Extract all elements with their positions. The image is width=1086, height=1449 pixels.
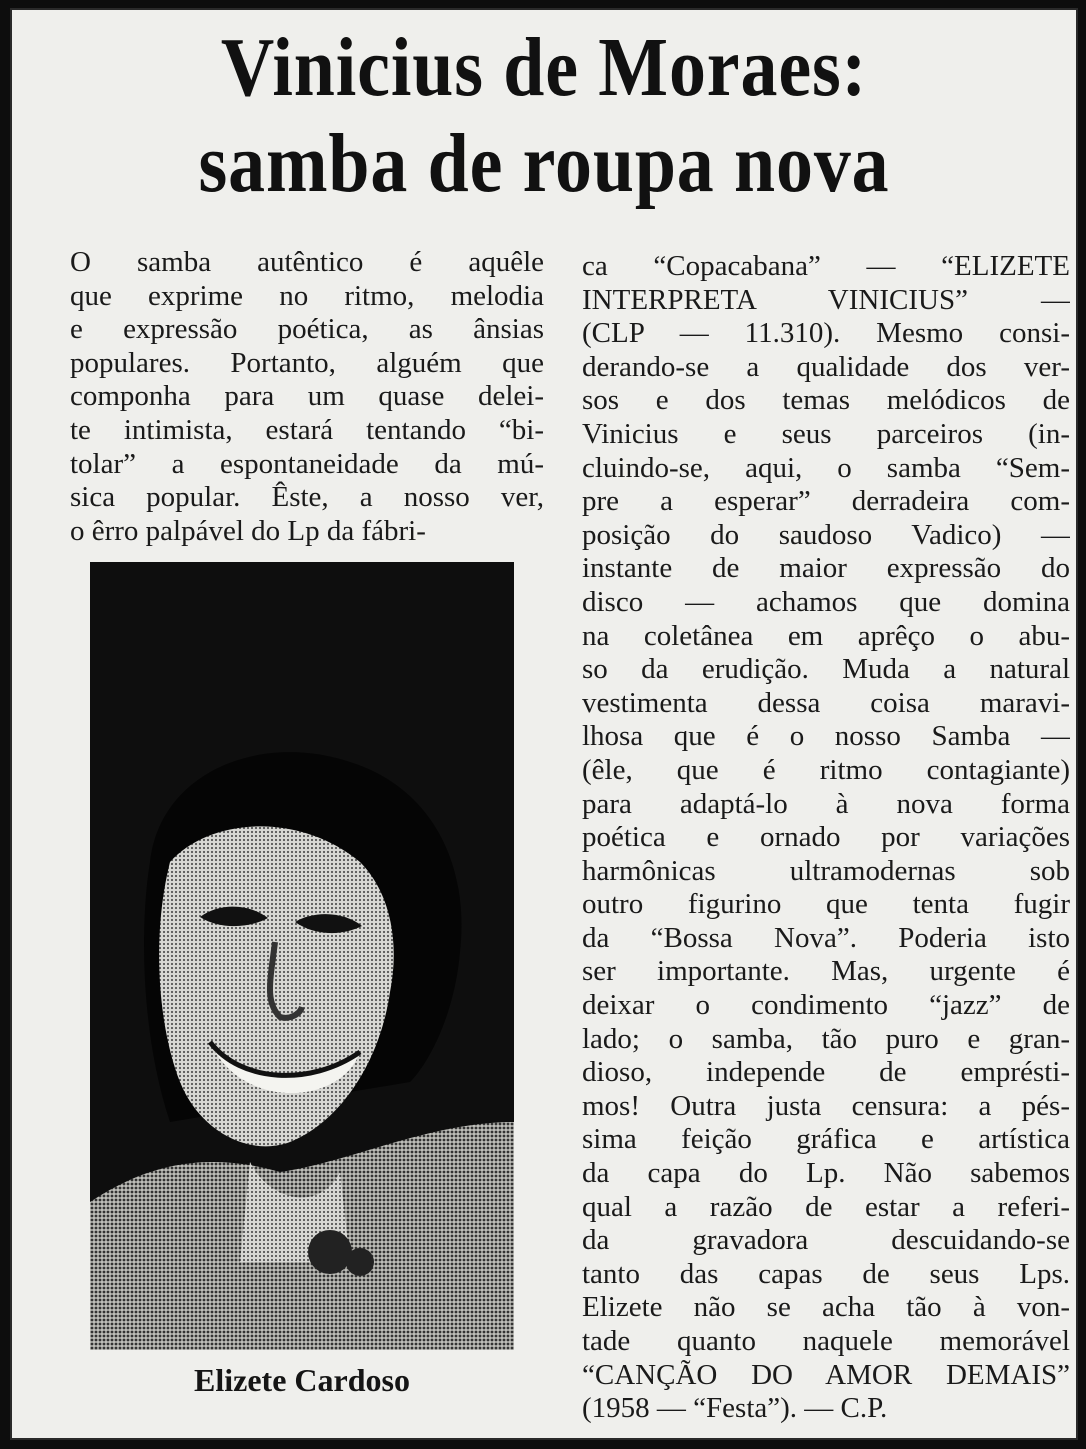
article-line: lhosa que é o nosso Samba — <box>582 720 1070 753</box>
portrait-image <box>90 562 514 1350</box>
article-line: sos e dos temas melódicos de <box>582 384 1070 417</box>
article-line: tade quanto naquele memorável <box>582 1325 1070 1357</box>
article-line: instante de maior expressão do <box>582 552 1070 585</box>
article-line: pre a esperar” derradeira com- <box>582 485 1070 518</box>
article-line: derando-se a qualidade dos ver- <box>582 350 1070 383</box>
headline-line-2: samba de roupa nova <box>198 117 890 210</box>
article-line: componha para um quase delei- <box>70 380 544 413</box>
article-line: harmônicas ultramodernas sob <box>582 854 1070 887</box>
article-line: cluindo-se, aqui, o samba “Sem- <box>582 451 1070 484</box>
article-line: INTERPRETA VINICIUS” — <box>582 283 1070 316</box>
article-line: ca “Copacabana” — “ELIZETE <box>582 250 1070 282</box>
article-line: poética e ornado por variações <box>582 821 1070 854</box>
article-line: da “Bossa Nova”. Poderia isto <box>582 921 1070 954</box>
article-line: para adaptá-lo à nova forma <box>582 787 1070 820</box>
article-line: qual a razão de estar a referi- <box>582 1190 1070 1223</box>
article-line: (1958 — “Festa”). — C.P. <box>582 1392 888 1425</box>
article-line: te intimista, estará tentando “bi- <box>70 413 544 446</box>
article-line: (êle, que é ritmo contagiante) <box>582 753 1070 786</box>
article-line: Elizete não se acha tão à von- <box>582 1291 1070 1324</box>
article-line: que exprime no ritmo, melodia <box>70 279 544 312</box>
portrait-photo <box>90 562 514 1440</box>
article-line: na coletânea em aprêço o abu- <box>582 619 1070 652</box>
article-line: da capa do Lp. Não sabemos <box>582 1157 1070 1190</box>
article-line: O samba autêntico é aquêle <box>70 246 544 278</box>
photo-caption: Elizete Cardoso <box>194 1362 410 1398</box>
article-line: ser importante. Mas, urgente é <box>582 955 1070 988</box>
headline-line-1: Vinicius de Moraes: <box>220 21 868 114</box>
article-line: Vinicius e seus parceiros (in- <box>582 417 1070 450</box>
article-line: e expressão poética, as ânsias <box>70 313 544 346</box>
article-line: o êrro palpável do Lp da fábri- <box>70 514 426 547</box>
article-line: so da erudição. Muda a natural <box>582 653 1070 686</box>
article-line: tanto das capas de seus Lps. <box>582 1257 1070 1290</box>
article-line: (CLP — 11.310). Mesmo consi- <box>582 317 1070 350</box>
headline <box>76 20 1012 212</box>
article-line: lado; o samba, tão puro e gran- <box>582 1022 1070 1055</box>
article-line: mos! Outra justa censura: a pés- <box>582 1089 1070 1122</box>
article-line: posição do saudoso Vadico) — <box>582 518 1070 551</box>
article-line: dioso, independe de emprésti- <box>582 1056 1070 1089</box>
article-line: populares. Portanto, alguém que <box>70 346 544 379</box>
article-line: sima feição gráfica e artística <box>582 1123 1070 1156</box>
article-line: vestimenta dessa coisa maravi- <box>582 686 1070 719</box>
article-column-left <box>70 246 544 548</box>
article-line: deixar o condimento “jazz” de <box>582 989 1070 1022</box>
article-line: da gravadora descuidando-se <box>582 1224 1070 1257</box>
article-line: sica popular. Êste, a nosso ver, <box>70 481 544 514</box>
newspaper-clipping <box>10 8 1078 1440</box>
article-line: disco — achamos que domina <box>582 585 1070 618</box>
article-column-right <box>582 250 1070 1426</box>
article-line: outro figurino que tenta fugir <box>582 888 1070 921</box>
article-line: tolar” a espontaneidade da mú- <box>70 447 544 480</box>
article-line: “CANÇÃO DO AMOR DEMAIS” <box>582 1358 1070 1391</box>
